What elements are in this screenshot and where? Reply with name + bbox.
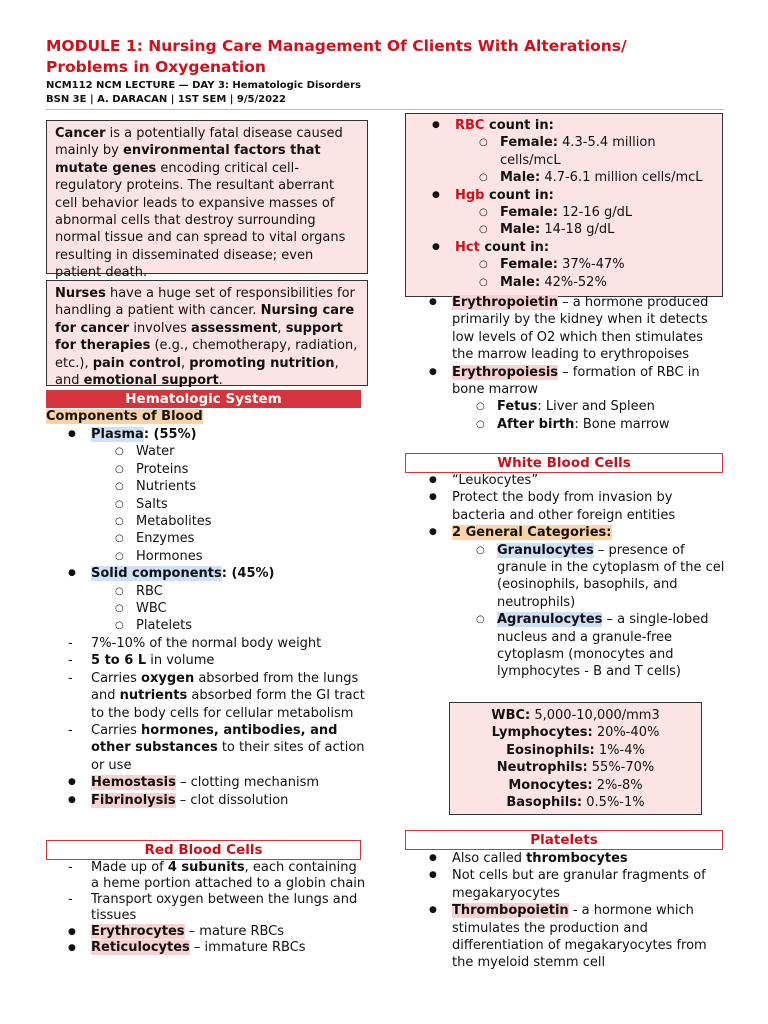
list-item: ● Fibrinolysis – clot dissolution	[46, 792, 366, 809]
list-item: - 7%-10% of the normal body weight	[46, 635, 366, 652]
wbc-list	[407, 472, 727, 681]
list-item: ● Hemostasis – clotting mechanism	[46, 774, 366, 791]
list-item: - 5 to 6 L in volume	[46, 652, 366, 669]
list-item: ● Erythropoietin – a hormone produced primarily by the kidney when it detects low levels of O2 which then stimulates the marrow leading to erythropoises	[407, 294, 727, 364]
list-item: ○ Agranulocytes – a single-lobed nucleus and a granule-free cytoplasm (monocytes and lymphocytes - B and T cells)	[452, 611, 727, 681]
list-item: ○ Hormones	[91, 548, 366, 565]
list-item: ● Plasma: (55%)	[46, 426, 366, 443]
list-item: ● Thrombopoietin - a hormone which stimulates the production and differentiation of megakaryocytes from the myeloid stemm cell	[407, 902, 727, 972]
list-item: ○ Granulocytes – presence of granule in the cytoplasm of the cel (eosinophils, basophils, and neutrophils)	[452, 542, 727, 612]
list-item: ● RBC count in:	[410, 117, 718, 134]
list-item: ○ Enzymes	[91, 530, 366, 547]
list-item: ○ Male: 4.7-6.1 million cells/mcL	[455, 169, 718, 186]
blood-components-list	[46, 426, 366, 809]
page-title: MODULE 1: Nursing Care Management Of Clients With Alterations/ Problems in Oxygenation	[46, 37, 627, 76]
list-item: ○ Male: 42%-52%	[455, 274, 718, 291]
list-item: ● Erythropoiesis – formation of RBC in bone marrow	[407, 364, 727, 399]
nurses-box: Nurses have a huge set of responsibilities for handling a patient with cancer. Nursing care for cancer involves assessment, support for therapies (e.g., chemotherapy, radiation, etc.), pain control, promoting nutrition, and emotional support.	[46, 280, 368, 386]
list-item: ○ Male: 14-18 g/dL	[455, 221, 718, 238]
wbc-values-box: WBC: 5,000-10,000/mm3 Lymphocytes: 20%-40% Eosinophils: 1%-4% Neutrophils: 55%-70% Monocytes: 2%-8% Basophils: 0.5%-1%	[449, 702, 702, 815]
list-item: ○ Platelets	[91, 617, 366, 634]
list-item: ● 2 General Categories:	[407, 524, 727, 541]
wbc-heading: White Blood Cells	[405, 453, 723, 473]
list-item: ○ Fetus: Liver and Spleen	[452, 398, 727, 415]
rbc-list	[46, 860, 366, 956]
section-line: BSN 3E | A. DARACAN | 1ST SEM | 9/5/2022	[46, 94, 286, 105]
list-item: ● Erythrocytes – mature RBCs	[46, 924, 366, 940]
divider	[46, 109, 724, 110]
list-item: ● Not cells but are granular fragments of megakaryocytes	[407, 867, 727, 902]
list-item: - Carries oxygen absorbed from the lungs and nutrients absorbed form the GI tract to the body cells for cellular metabolism	[46, 670, 366, 722]
list-item: ● Also called thrombocytes	[407, 850, 727, 867]
list-item: ○ RBC	[91, 583, 366, 600]
list-item: ○ Salts	[91, 496, 366, 513]
list-item: ○ Female: 4.3-5.4 million cells/mcL	[455, 134, 718, 169]
list-item: ○ Proteins	[91, 461, 366, 478]
platelets-list	[407, 850, 727, 972]
list-item: ○ Metabolites	[91, 513, 366, 530]
list-item: ○ Female: 12-16 g/dL	[455, 204, 718, 221]
rbc-heading: Red Blood Cells	[46, 840, 361, 860]
list-item: ● Hgb count in:	[410, 187, 718, 204]
platelets-heading: Platelets	[405, 830, 723, 850]
cancer-box: Cancer is a potentially fatal disease caused mainly by environmental factors that mutate genes encoding critical cell-regulatory proteins. The resultant aberrant cell behavior leads to expansive masses of abnormal cells that destroy surrounding normal tissue and can spread to vital organs resulting in disseminated disease; even patient death.	[46, 120, 368, 274]
list-item: ● Protect the body from invasion by bacteria and other foreign entities	[407, 489, 727, 524]
counts-box	[405, 113, 723, 297]
list-item: ○ Female: 37%-47%	[455, 256, 718, 273]
list-item: - Transport oxygen between the lungs and tissues	[46, 892, 366, 924]
list-item: ● Hct count in:	[410, 239, 718, 256]
list-item: ○ After birth: Bone marrow	[452, 416, 727, 433]
list-item: ○ WBC	[91, 600, 366, 617]
list-item: ● Solid components: (45%)	[46, 565, 366, 582]
erythro-list	[407, 294, 727, 433]
list-item: ● “Leukocytes”	[407, 472, 727, 489]
list-item: ○ Water	[91, 443, 366, 460]
list-item: ● Reticulocytes – immature RBCs	[46, 940, 366, 956]
hematologic-heading: Hematologic System	[46, 390, 361, 408]
list-item: - Carries hormones, antibodies, and other substances to their sites of action or use	[46, 722, 366, 774]
components-subheading: Components of Blood	[46, 409, 203, 424]
list-item: ○ Nutrients	[91, 478, 366, 495]
list-item: - Made up of 4 subunits, each containing a heme portion attached to a globin chain	[46, 860, 366, 892]
course-line: NCM112 NCM LECTURE — DAY 3: Hematologic Disorders	[46, 80, 361, 91]
